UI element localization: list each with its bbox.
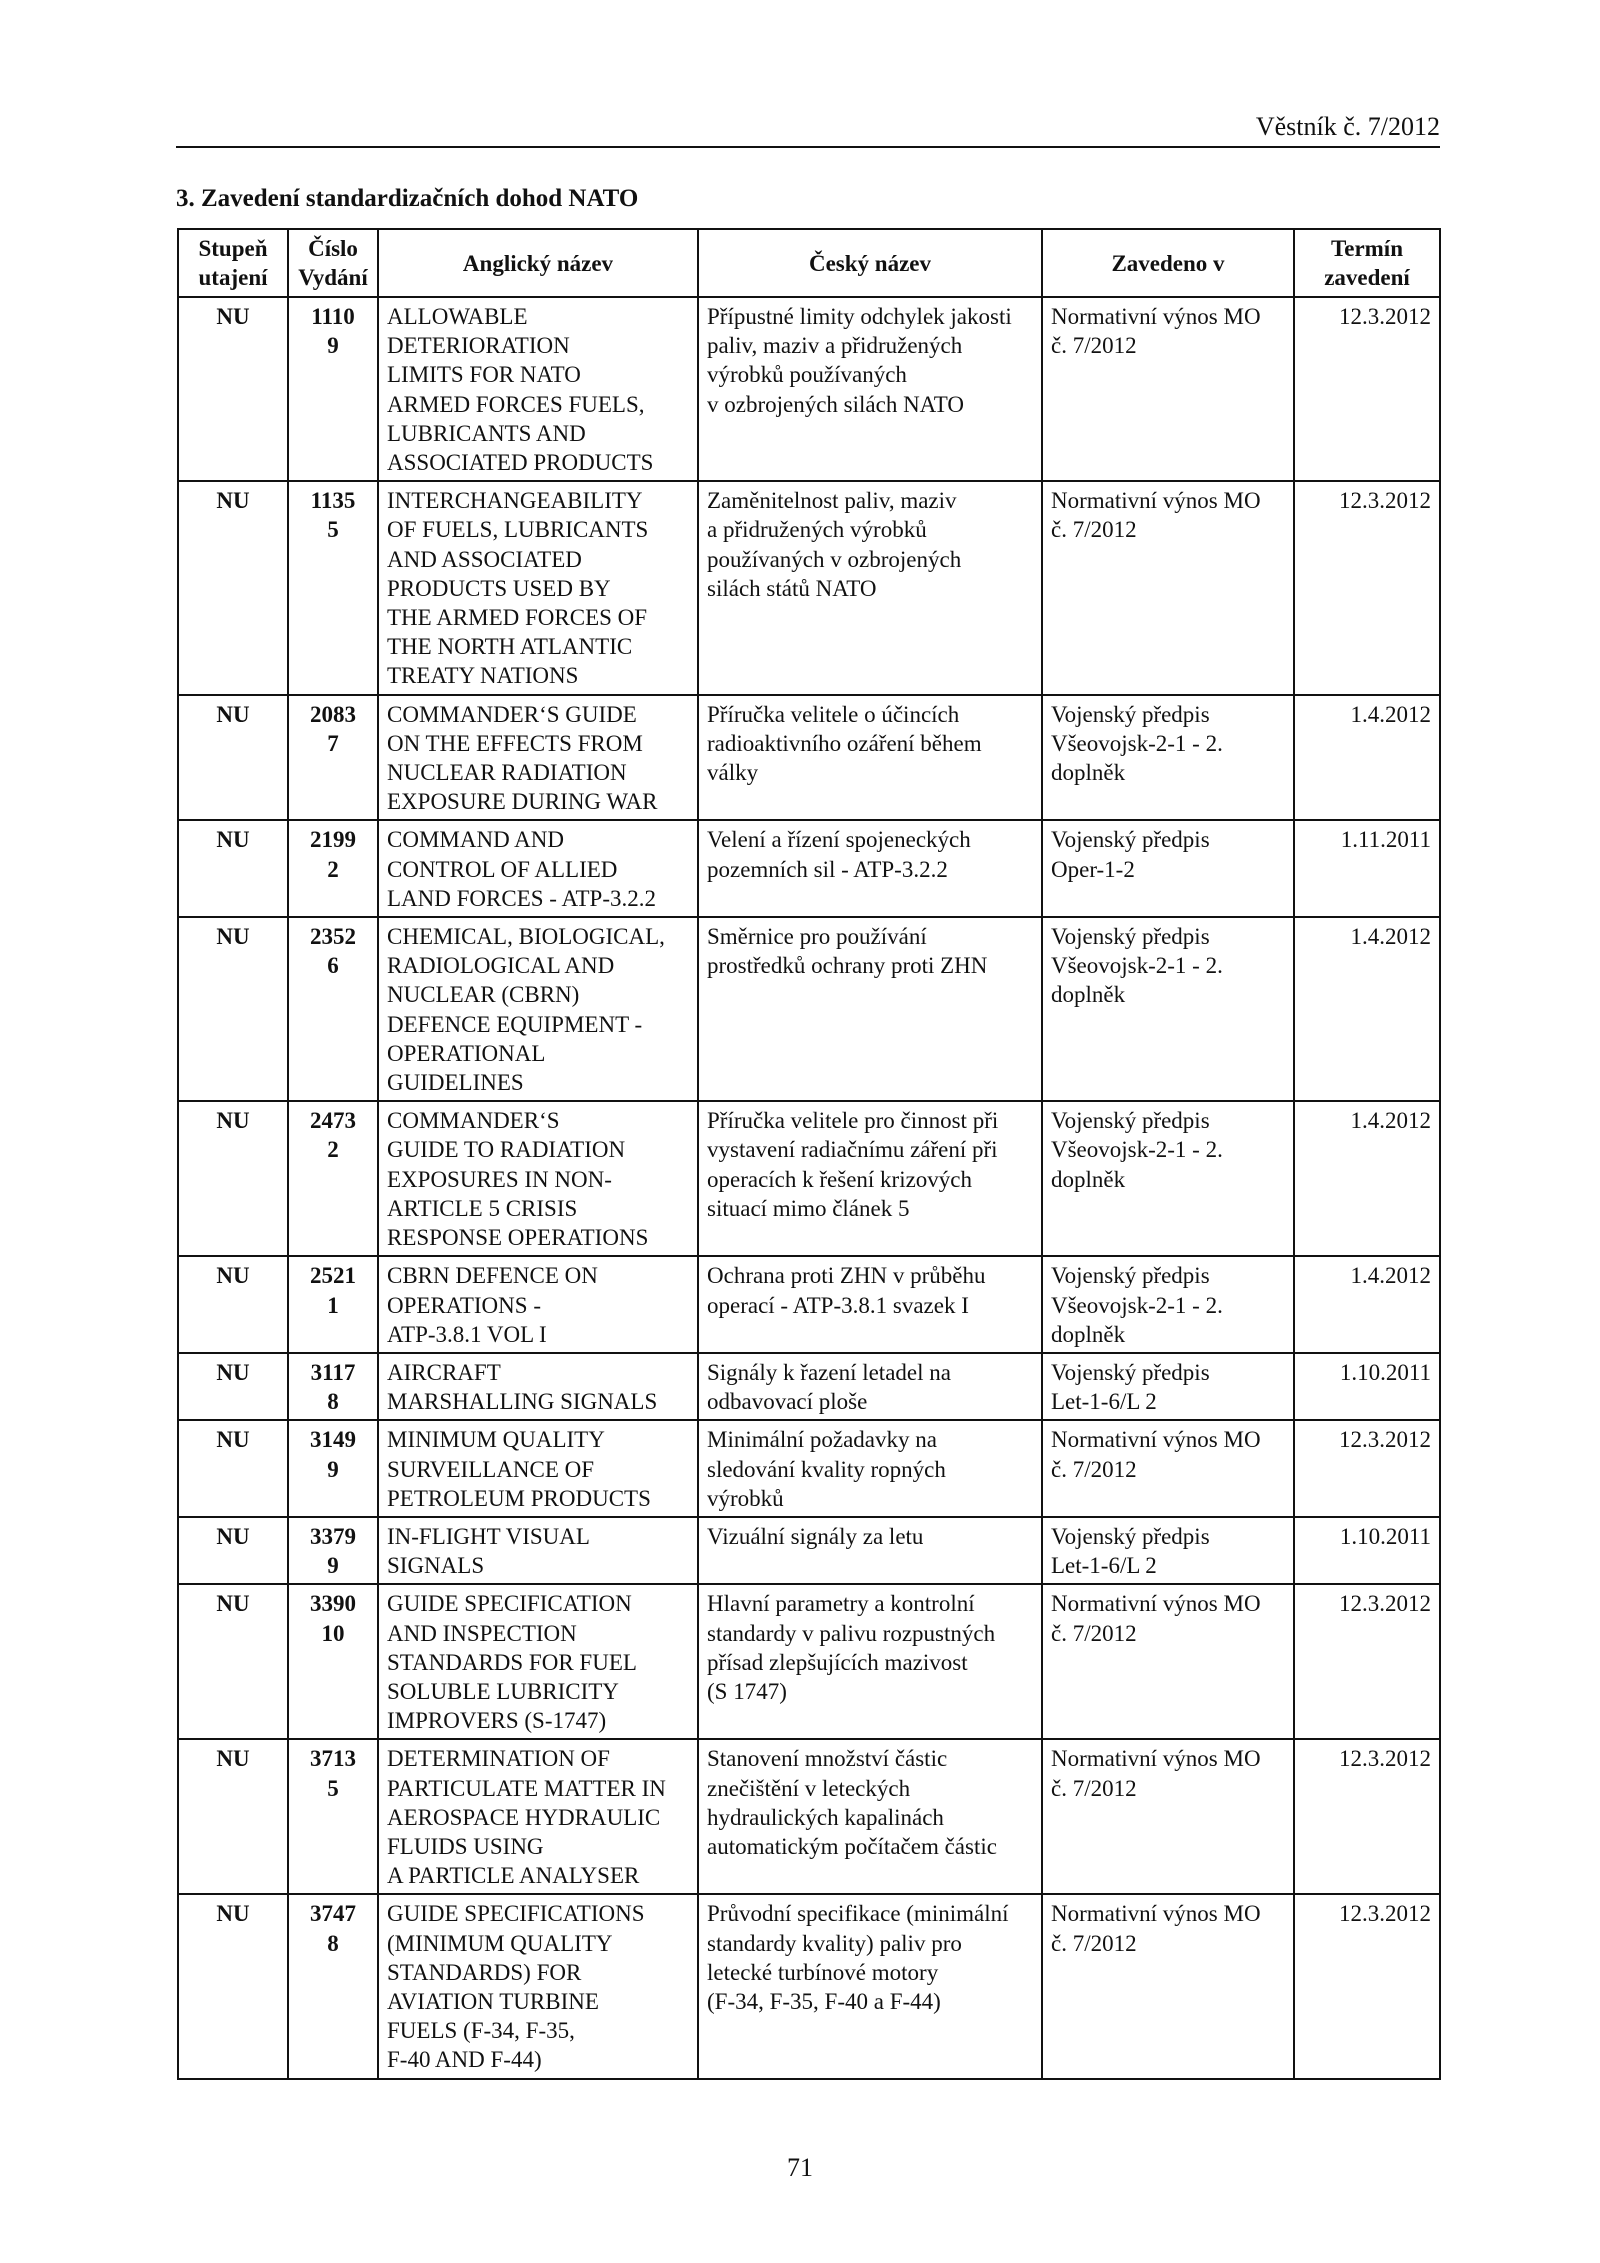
introduced-in-cell [1042, 1584, 1294, 1739]
czech-title-line: Stanovení množství částic [707, 1746, 948, 1772]
introduced-in-line: doplněk [1051, 1321, 1126, 1347]
introduced-in-line: Všeovojsk-2-1 - 2. [1051, 953, 1223, 979]
introduced-in-cell [1042, 917, 1294, 1101]
date-cell [1294, 1256, 1440, 1353]
date-cell [1294, 1101, 1440, 1256]
czech-title-cell [698, 695, 1042, 821]
introduction-date: 12.3.2012 [1339, 1591, 1431, 1617]
introduced-in-cell [1042, 481, 1294, 694]
table-row [178, 917, 1440, 1101]
czech-title-line: Signály k řazení letadel na [707, 1359, 951, 1385]
introduced-in-line: Vojenský předpis [1051, 1359, 1210, 1385]
introduced-in-cell [1042, 1420, 1294, 1517]
header-number-edition [288, 229, 378, 297]
stanag-cell [288, 695, 378, 821]
english-title-line: PARTICULATE MATTER IN [387, 1775, 666, 1801]
czech-title-line: standardy kvality) paliv pro [707, 1930, 962, 1956]
stanag-number: 2352 [310, 924, 356, 950]
classification-level: NU [216, 488, 250, 514]
stanag-number: 3149 [310, 1427, 356, 1453]
introduced-in-line: č. 7/2012 [1051, 1456, 1137, 1482]
introduced-in-cell [1042, 1894, 1294, 2078]
czech-title-cell [698, 1353, 1042, 1420]
stanag-number: 2521 [310, 1263, 356, 1289]
czech-title-line: Hlavní parametry a kontrolní [707, 1591, 975, 1617]
czech-title-line: standardy v palivu rozpustných [707, 1620, 996, 1646]
introduction-date: 12.3.2012 [1339, 488, 1431, 514]
introduced-in-cell [1042, 297, 1294, 481]
standards-table [177, 228, 1441, 2080]
date-cell [1294, 917, 1440, 1101]
stanag-number: 3117 [310, 1359, 356, 1385]
czech-title-cell [698, 1256, 1042, 1353]
stanag-number: 2199 [310, 827, 356, 853]
czech-title-line: operacích k řešení krizových [707, 1166, 973, 1192]
english-title-line: A PARTICLE ANALYSER [387, 1863, 640, 1889]
english-title-line: AVIATION TURBINE [387, 1988, 599, 2014]
stanag-cell [288, 1101, 378, 1256]
introduced-in-line: č. 7/2012 [1051, 517, 1137, 543]
czech-title-cell [698, 820, 1042, 917]
introduced-in-line: Vojenský předpis [1051, 827, 1210, 853]
introduced-in-line: č. 7/2012 [1051, 1620, 1137, 1646]
table-row [178, 1256, 1440, 1353]
classification-cell [178, 1101, 288, 1256]
stanag-cell [288, 917, 378, 1101]
stanag-edition: 8 [327, 1389, 339, 1415]
table-row [178, 695, 1440, 821]
czech-title-cell [698, 1894, 1042, 2078]
classification-level: NU [216, 1591, 250, 1617]
english-title-line: RADIOLOGICAL AND [387, 953, 615, 979]
classification-level: NU [216, 1108, 250, 1134]
czech-title-line: prostředků ochrany proti ZHN [707, 953, 988, 979]
date-cell [1294, 297, 1440, 481]
czech-title-line: hydraulických kapalinách [707, 1804, 944, 1830]
czech-title-line: Zaměnitelnost paliv, maziv [707, 488, 957, 514]
english-title-line: RESPONSE OPERATIONS [387, 1225, 649, 1251]
stanag-cell [288, 1256, 378, 1353]
english-title-line: STANDARDS) FOR [387, 1959, 582, 1985]
czech-title-line: výrobků používaných [707, 362, 907, 388]
header-date [1294, 229, 1440, 297]
date-cell [1294, 695, 1440, 821]
english-title-line: (MINIMUM QUALITY [387, 1930, 613, 1956]
introduced-in-line: Všeovojsk-2-1 - 2. [1051, 1292, 1223, 1318]
english-title-cell [378, 1101, 698, 1256]
introduction-date: 1.4.2012 [1350, 701, 1431, 727]
header-label-line: zavedení [1324, 265, 1410, 290]
classification-level: NU [216, 1359, 250, 1385]
english-title-line: COMMAND AND [387, 827, 564, 853]
introduced-in-line: Vojenský předpis [1051, 701, 1210, 727]
table-row [178, 1584, 1440, 1739]
czech-title-line: vystavení radiačnímu záření při [707, 1137, 998, 1163]
classification-cell [178, 695, 288, 821]
english-title-cell [378, 1739, 698, 1894]
english-title-line: STANDARDS FOR FUEL [387, 1649, 637, 1675]
english-title-cell [378, 820, 698, 917]
czech-title-line: radioaktivního ozáření během [707, 730, 982, 756]
stanag-cell [288, 297, 378, 481]
date-cell [1294, 481, 1440, 694]
english-title-line: AIRCRAFT [387, 1359, 501, 1385]
czech-title-line: znečištění v leteckých [707, 1775, 911, 1801]
introduced-in-line: č. 7/2012 [1051, 333, 1137, 359]
introduction-date: 12.3.2012 [1339, 1427, 1431, 1453]
english-title-line: OF FUELS, LUBRICANTS [387, 517, 649, 543]
date-cell [1294, 1353, 1440, 1420]
header-label-line: utajení [198, 265, 268, 290]
classification-cell [178, 820, 288, 917]
english-title-line: AND ASSOCIATED [387, 546, 582, 572]
english-title-line: GUIDE SPECIFICATIONS [387, 1901, 645, 1927]
english-title-line: DETERMINATION OF [387, 1746, 610, 1772]
czech-title-line: výrobků [707, 1485, 784, 1511]
english-title-cell [378, 1584, 698, 1739]
czech-title-line: odbavovací ploše [707, 1389, 868, 1415]
english-title-line: GUIDE TO RADIATION [387, 1137, 626, 1163]
english-title-line: F-40 AND F-44) [387, 2047, 542, 2073]
introduced-in-cell [1042, 1101, 1294, 1256]
classification-level: NU [216, 1523, 250, 1549]
introduced-in-line: Vojenský předpis [1051, 1108, 1210, 1134]
english-title-line: CONTROL OF ALLIED [387, 856, 618, 882]
czech-title-line: paliv, maziv a přidružených [707, 333, 963, 359]
stanag-cell [288, 1894, 378, 2078]
table-row [178, 1894, 1440, 2078]
czech-title-line: sledování kvality ropných [707, 1456, 946, 1482]
header-rule [176, 146, 1440, 148]
table-row [178, 1101, 1440, 1256]
table-header-row [178, 229, 1440, 297]
czech-title-line: Příručka velitele o účincích [707, 701, 960, 727]
header-label-line: Český název [808, 250, 932, 276]
introduced-in-line: Všeovojsk-2-1 - 2. [1051, 1137, 1223, 1163]
english-title-line: LAND FORCES - ATP-3.2.2 [387, 885, 657, 911]
introduced-in-line: doplněk [1051, 760, 1126, 786]
english-title-line: COMMANDER‘S [387, 1108, 560, 1134]
czech-title-line: situací mimo článek 5 [707, 1195, 910, 1221]
introduced-in-line: Všeovojsk-2-1 - 2. [1051, 730, 1223, 756]
introduced-in-line: Normativní výnos MO [1051, 1746, 1261, 1772]
classification-level: NU [216, 827, 250, 853]
classification-level: NU [216, 304, 250, 329]
header-label-line: Stupeň [198, 236, 268, 261]
english-title-line: DETERIORATION [387, 333, 570, 359]
introduced-in-cell [1042, 1517, 1294, 1584]
table-row [178, 1739, 1440, 1894]
english-title-line: NUCLEAR (CBRN) [387, 982, 580, 1008]
classification-level: NU [216, 701, 250, 727]
date-cell [1294, 820, 1440, 917]
introduction-date: 1.4.2012 [1350, 924, 1431, 950]
classification-level: NU [216, 1263, 250, 1289]
english-title-line: CBRN DEFENCE ON [387, 1263, 598, 1289]
header-czech-title [698, 229, 1042, 297]
english-title-line: INTERCHANGEABILITY [387, 488, 643, 514]
table-row [178, 820, 1440, 917]
stanag-cell [288, 1420, 378, 1517]
introduced-in-line: doplněk [1051, 982, 1126, 1008]
date-cell [1294, 1420, 1440, 1517]
classification-level: NU [216, 1427, 250, 1453]
english-title-line: NUCLEAR RADIATION [387, 760, 627, 786]
stanag-number: 3713 [310, 1746, 356, 1772]
introduced-in-line: č. 7/2012 [1051, 1775, 1137, 1801]
section-title: 3. Zavedení standardizačních dohod NATO [176, 185, 639, 212]
english-title-cell [378, 695, 698, 821]
stanag-cell [288, 481, 378, 694]
classification-level: NU [216, 924, 250, 950]
header-label-line: Vydání [298, 265, 368, 290]
english-title-line: GUIDE SPECIFICATION [387, 1591, 632, 1617]
czech-title-line: operací - ATP-3.8.1 svazek I [707, 1292, 969, 1318]
introduction-date: 1.4.2012 [1350, 1263, 1431, 1289]
table-row [178, 1517, 1440, 1584]
english-title-line: ON THE EFFECTS FROM [387, 730, 643, 756]
czech-title-cell [698, 1420, 1042, 1517]
stanag-edition: 9 [327, 1456, 339, 1482]
introduction-date: 1.4.2012 [1350, 1108, 1431, 1134]
page-number: 71 [787, 2153, 813, 2182]
stanag-edition: 5 [327, 1775, 339, 1801]
header-label-line: Termín [1331, 236, 1403, 261]
czech-title-line: války [707, 760, 759, 786]
classification-cell [178, 1420, 288, 1517]
english-title-cell [378, 297, 698, 481]
english-title-line: MARSHALLING SIGNALS [387, 1389, 658, 1415]
introduced-in-line: Normativní výnos MO [1051, 488, 1261, 514]
stanag-edition: 8 [327, 1930, 339, 1956]
table-header [178, 229, 1440, 297]
introduced-in-cell [1042, 1739, 1294, 1894]
czech-title-line: přísad zlepšujících mazivost [707, 1649, 968, 1675]
introduction-date: 1.11.2011 [1340, 827, 1431, 853]
introduction-date: 12.3.2012 [1339, 1901, 1431, 1927]
english-title-line: ATP-3.8.1 VOL I [387, 1321, 547, 1347]
running-head: Věstník č. 7/2012 [1255, 112, 1440, 141]
classification-cell [178, 1517, 288, 1584]
czech-title-line: Směrnice pro používání [707, 924, 927, 950]
english-title-line: AEROSPACE HYDRAULIC [387, 1804, 661, 1830]
english-title-line: PETROLEUM PRODUCTS [387, 1485, 651, 1511]
introduction-date: 12.3.2012 [1339, 1746, 1431, 1772]
english-title-line: SOLUBLE LUBRICITY [387, 1678, 619, 1704]
introduced-in-line: Normativní výnos MO [1051, 304, 1261, 329]
english-title-line: IN-FLIGHT VISUAL [387, 1523, 590, 1549]
header-classification [178, 229, 288, 297]
classification-cell [178, 1584, 288, 1739]
stanag-cell [288, 1517, 378, 1584]
english-title-line: CHEMICAL, BIOLOGICAL, [387, 924, 665, 950]
classification-cell [178, 481, 288, 694]
english-title-line: GUIDELINES [387, 1070, 524, 1096]
english-title-cell [378, 1894, 698, 2078]
english-title-cell [378, 1420, 698, 1517]
english-title-line: THE NORTH ATLANTIC [387, 634, 633, 660]
introduced-in-line: č. 7/2012 [1051, 1930, 1137, 1956]
stanag-number: 2473 [310, 1108, 356, 1134]
czech-title-cell [698, 1517, 1042, 1584]
czech-title-line: Průvodní specifikace (minimální [707, 1901, 1009, 1927]
classification-level: NU [216, 1901, 250, 1927]
classification-cell [178, 1353, 288, 1420]
english-title-line: DEFENCE EQUIPMENT - [387, 1011, 643, 1037]
header-label-line: Číslo [308, 236, 358, 261]
table-row [178, 1353, 1440, 1420]
classification-cell [178, 297, 288, 481]
english-title-cell [378, 917, 698, 1101]
czech-title-line: Minimální požadavky na [707, 1427, 937, 1453]
stanag-edition: 9 [327, 1553, 339, 1579]
english-title-line: OPERATIONS - [387, 1292, 541, 1318]
header-english-title [378, 229, 698, 297]
introduced-in-line: Let-1-6/L 2 [1051, 1389, 1157, 1415]
classification-cell [178, 917, 288, 1101]
english-title-cell [378, 1353, 698, 1420]
introduction-date: 1.10.2011 [1339, 1523, 1431, 1549]
english-title-line: AND INSPECTION [387, 1620, 577, 1646]
english-title-line: ARTICLE 5 CRISIS [387, 1195, 578, 1221]
czech-title-line: Ochrana proti ZHN v průběhu [707, 1263, 986, 1289]
introduced-in-line: Vojenský předpis [1051, 1263, 1210, 1289]
english-title-line: EXPOSURES IN NON- [387, 1166, 612, 1192]
introduced-in-line: Normativní výnos MO [1051, 1427, 1261, 1453]
stanag-number: 2083 [310, 701, 356, 727]
introduced-in-line: Oper-1-2 [1051, 856, 1135, 882]
czech-title-line: Vizuální signály za letu [707, 1523, 924, 1549]
introduced-in-line: doplněk [1051, 1166, 1126, 1192]
stanag-number: 1135 [310, 488, 356, 514]
introduction-date: 1.10.2011 [1339, 1359, 1431, 1385]
czech-title-line: letecké turbínové motory [707, 1959, 939, 1985]
english-title-line: LIMITS FOR NATO [387, 362, 581, 388]
english-title-line: PRODUCTS USED BY [387, 575, 611, 601]
header-introduced-in [1042, 229, 1294, 297]
classification-cell [178, 1256, 288, 1353]
table-row [178, 1420, 1440, 1517]
czech-title-line: používaných v ozbrojených [707, 546, 962, 572]
stanag-cell [288, 1353, 378, 1420]
english-title-cell [378, 1517, 698, 1584]
introduced-in-cell [1042, 1353, 1294, 1420]
czech-title-line: Příručka velitele pro činnost při [707, 1108, 999, 1134]
stanag-edition: 10 [321, 1620, 345, 1646]
english-title-line: FLUIDS USING [387, 1833, 544, 1859]
english-title-cell [378, 481, 698, 694]
table-row [178, 297, 1440, 481]
classification-cell [178, 1894, 288, 2078]
english-title-line: THE ARMED FORCES OF [387, 605, 648, 631]
stanag-edition: 1 [327, 1292, 339, 1318]
introduced-in-line: Vojenský předpis [1051, 1523, 1210, 1549]
stanag-edition: 7 [327, 730, 339, 756]
table-row [178, 481, 1440, 694]
stanag-number: 3747 [310, 1901, 356, 1927]
classification-level: NU [216, 1746, 250, 1772]
table-body [178, 297, 1440, 2079]
english-title-line: OPERATIONAL [387, 1040, 546, 1066]
introduced-in-line: Let-1-6/L 2 [1051, 1553, 1157, 1579]
stanag-edition: 6 [327, 953, 339, 979]
introduced-in-line: Normativní výnos MO [1051, 1591, 1261, 1617]
introduced-in-cell [1042, 1256, 1294, 1353]
english-title-line: EXPOSURE DURING WAR [387, 789, 658, 815]
stanag-number: 3390 [310, 1591, 356, 1617]
date-cell [1294, 1517, 1440, 1584]
stanag-edition: 2 [327, 856, 339, 882]
czech-title-line: v ozbrojených silách NATO [707, 391, 964, 417]
date-cell [1294, 1584, 1440, 1739]
classification-cell [178, 1739, 288, 1894]
czech-title-cell [698, 1584, 1042, 1739]
introduced-in-line: Vojenský předpis [1051, 924, 1210, 950]
czech-title-line: pozemních sil - ATP-3.2.2 [707, 856, 948, 882]
english-title-line: TREATY NATIONS [387, 663, 579, 689]
date-cell [1294, 1894, 1440, 2078]
english-title-line: MINIMUM QUALITY [387, 1427, 605, 1453]
stanag-number: 1110 [311, 304, 355, 329]
stanag-number: 3379 [310, 1523, 356, 1549]
english-title-line: IMPROVERS (S-1747) [387, 1708, 607, 1734]
header-label-line: Zavedeno v [1111, 250, 1225, 276]
czech-title-cell [698, 1101, 1042, 1256]
introduced-in-cell [1042, 820, 1294, 917]
english-title-line: ASSOCIATED PRODUCTS [387, 450, 654, 476]
czech-title-line: Přípustné limity odchylek jakosti [707, 304, 1012, 329]
english-title-line: ARMED FORCES FUELS, [387, 391, 645, 417]
english-title-cell [378, 1256, 698, 1353]
stanag-cell [288, 1584, 378, 1739]
czech-title-line: silách států NATO [707, 575, 877, 601]
english-title-line: LUBRICANTS AND [387, 420, 586, 446]
english-title-line: SURVEILLANCE OF [387, 1456, 595, 1482]
date-cell [1294, 1739, 1440, 1894]
czech-title-line: Velení a řízení spojeneckých [707, 827, 971, 853]
stanag-edition: 5 [327, 517, 339, 543]
czech-title-line: a přidružených výrobků [707, 517, 927, 543]
header-label-line: Anglický název [462, 250, 614, 276]
stanag-cell [288, 1739, 378, 1894]
english-title-line: FUELS (F-34, F-35, [387, 2018, 575, 2044]
stanag-edition: 9 [327, 333, 339, 359]
english-title-line: SIGNALS [387, 1553, 485, 1579]
introduced-in-line: Normativní výnos MO [1051, 1901, 1261, 1927]
introduction-date: 12.3.2012 [1339, 304, 1431, 329]
czech-title-line: automatickým počítačem částic [707, 1833, 997, 1859]
stanag-cell [288, 820, 378, 917]
english-title-line: ALLOWABLE [387, 304, 528, 329]
introduced-in-cell [1042, 695, 1294, 821]
czech-title-cell [698, 297, 1042, 481]
english-title-line: COMMANDER‘S GUIDE [387, 701, 637, 727]
czech-title-cell [698, 917, 1042, 1101]
stanag-edition: 2 [327, 1137, 339, 1163]
czech-title-line: (S 1747) [707, 1678, 787, 1704]
czech-title-cell [698, 1739, 1042, 1894]
czech-title-cell [698, 481, 1042, 694]
czech-title-line: (F-34, F-35, F-40 a F-44) [707, 1988, 941, 2014]
